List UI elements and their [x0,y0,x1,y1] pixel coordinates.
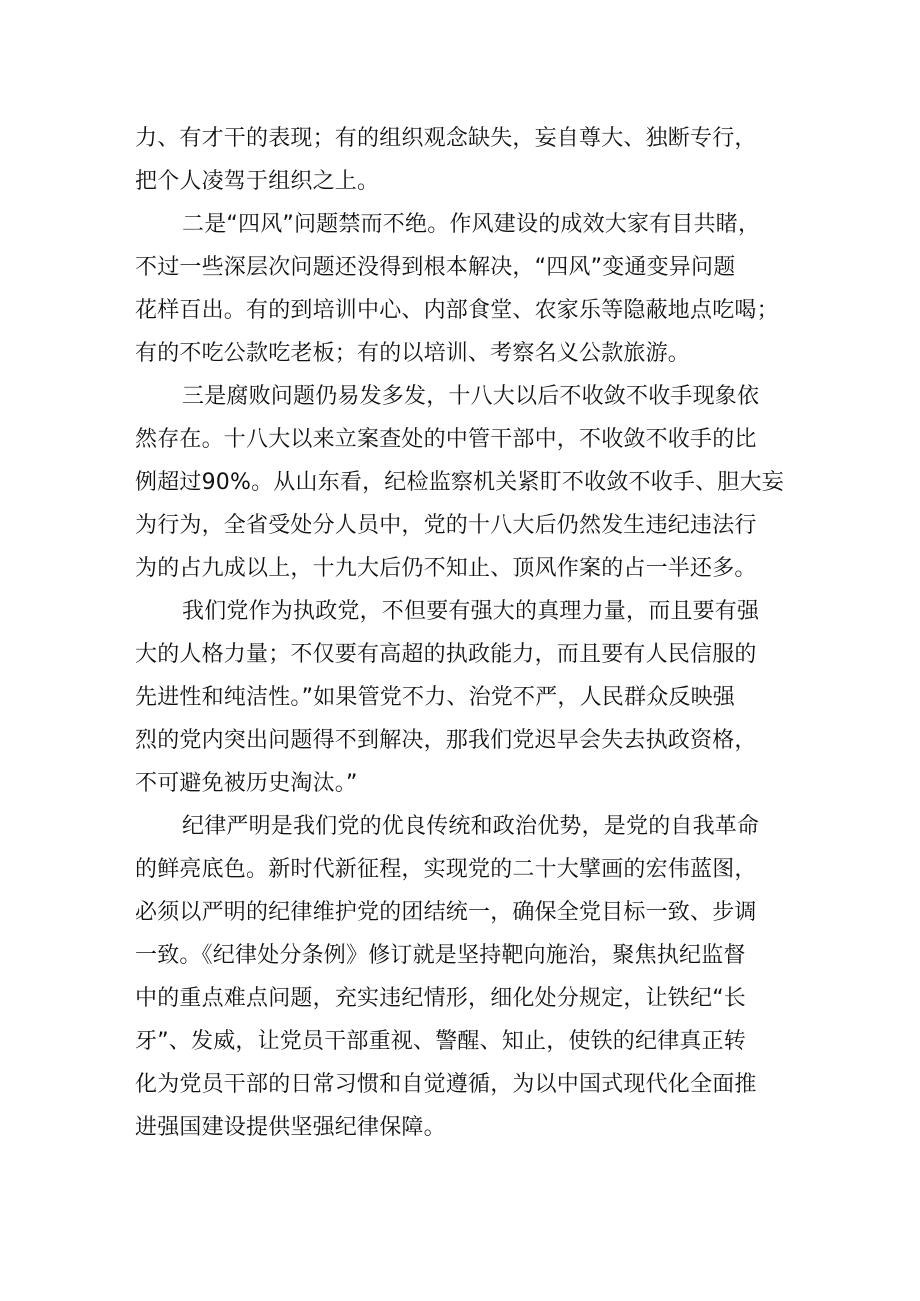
text-line: 中的重点难点问题，充实违纪情形，细化处分规定，让铁纪“长 [135,986,746,1011]
text-line: 然存在。十八大以来立案查处的中管干部中，不收敛不收手的比 [135,427,757,452]
text-line: 烈的党内突出问题得不到解决，那我们党迟早会失去执政资格， [135,728,757,753]
text-line: 不可避免被历史淘汰。” [135,771,358,796]
text-line: 花样百出。有的到培训中心、内部食堂、农家乐等隐蔽地点吃喝； [135,298,779,323]
text-line: 必须以严明的纪律维护党的团结统一，确保全党目标一致、步调 [135,900,757,925]
text-line: 一致。《纪律处分条例》修订就是坚持靶向施治，聚焦执纪监督 [135,943,746,968]
text-line: 有的不吃公款吃老板；有的以培训、考察名义公款旅游。 [135,341,691,366]
text-line: 例超过90%。从山东看，纪检监察机关紧盯不收敛不收手、胆大妄 [135,470,784,495]
text-line: 大的人格力量；不仅要有高超的执政能力，而且要有人民信服的 [135,642,757,667]
text-line: 的鲜亮底色。新时代新征程，实现党的二十大擘画的宏伟蓝图， [135,857,757,882]
text-line: 力、有才干的表现；有的组织观念缺失，妄自尊大、独断专行， [135,126,757,151]
paragraph-first-line: 纪律严明是我们党的优良传统和政治优势，是党的自我革命 [182,814,760,839]
text-line: 先进性和纯洁性。”如果管党不力、治党不严，人民群众反映强 [135,685,735,710]
text-line: 为行为，全省受处分人员中，党的十八大后仍然发生违纪违法行 [135,513,757,538]
paragraph-first-line: 我们党作为执政党，不但要有强大的真理力量，而且要有强 [182,599,760,624]
text-line: 化为党员干部的日常习惯和自觉遵循，为以中国式现代化全面推 [135,1072,757,1097]
paragraph-first-line: 三是腐败问题仍易发多发，十八大以后不收敛不收手现象依 [182,384,760,409]
text-line: 不过一些深层次问题还没得到根本解决，“四风”变通变异问题 [135,255,736,280]
paragraph-first-line: 二是“四风”问题禁而不绝。作风建设的成效大家有目共睹， [182,212,761,237]
text-line: 为的占九成以上，十九大后仍不知止、顶风作案的占一半还多。 [135,556,757,581]
text-line: 牙”、发威，让党员干部重视、警醒、知止，使铁的纪律真正转 [135,1029,746,1054]
text-line: 进强国建设提供坚强纪律保障。 [135,1115,446,1140]
text-line: 把个人凌驾于组织之上。 [135,169,380,194]
